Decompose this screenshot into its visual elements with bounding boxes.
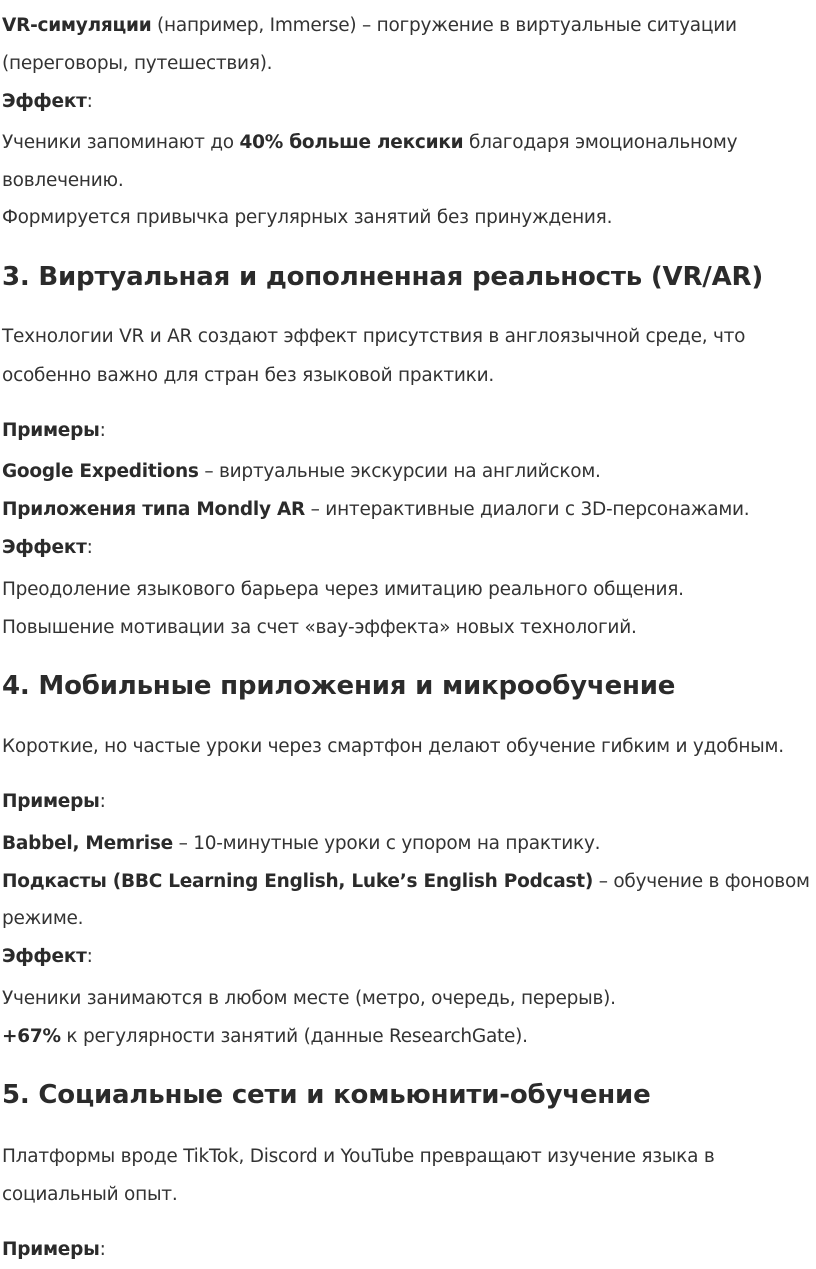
- stat-67-percent: +67%: [2, 1026, 61, 1047]
- effect-item-anywhere: Ученики занимаются в любом месте (метро, очередь, перерыв).: [2, 988, 616, 1009]
- example-google-expeditions: Google Expeditions – виртуальные экскурсии на английском.: [2, 461, 601, 482]
- vr-ar-paragraph-line2: особенно важно для стран без языковой практики.: [2, 365, 494, 386]
- section-heading-social: 5. Социальные сети и комьюнити-обучение: [2, 1080, 651, 1110]
- effect-label-vr-ar: Эффект:: [2, 537, 93, 558]
- effect-item-barrier: Преодоление языкового барьера через имитацию реального общения.: [2, 579, 684, 600]
- effect-label-mobile: Эффект:: [2, 946, 93, 967]
- example-podcasts-cont: режиме.: [2, 908, 84, 929]
- example-babbel-memrise: Babbel, Memrise – 10-минутные уроки с упором на практику.: [2, 833, 601, 854]
- mobile-paragraph: Короткие, но частые уроки через смартфон делают обучение гибким и удобным.: [2, 736, 784, 757]
- effect-item-vocabulary-cont: вовлечению.: [2, 170, 124, 191]
- effect-item-vocabulary: Ученики запоминают до 40% больше лексики благодаря эмоциональному: [2, 132, 738, 153]
- vr-ar-paragraph-line1: Технологии VR и AR создают эффект присутствия в англоязычной среде, что: [2, 326, 746, 347]
- examples-label-vr-ar: Примеры:: [2, 420, 106, 441]
- section-heading-mobile: 4. Мобильные приложения и микрообучение: [2, 671, 676, 701]
- examples-label-social: Примеры:: [2, 1239, 106, 1260]
- section-heading-vr-ar: 3. Виртуальная и дополненная реальность (VR/AR): [2, 262, 764, 292]
- social-paragraph-line1: Платформы вроде TikTok, Discord и YouTube превращают изучение языка в: [2, 1146, 715, 1167]
- term-vr-simulations: VR-симуляции: [2, 15, 152, 36]
- effect-label-1: Эффект:: [2, 91, 93, 112]
- vr-simulations-item: [2, 14, 812, 38]
- effect-item-motivation: Повышение мотивации за счет «вау-эффекта» новых технологий.: [2, 617, 637, 638]
- stat-40-percent: 40% больше лексики: [239, 132, 464, 153]
- effect-item-regularity: +67% к регулярности занятий (данные ResearchGate).: [2, 1026, 528, 1047]
- effect-item-habit: Формируется привычка регулярных занятий без принуждения.: [2, 207, 613, 228]
- vr-simulations-description: (например, Immerse) – погружение в виртуальные ситуации: [151, 15, 737, 36]
- vr-simulations-item-cont: (переговоры, путешествия).: [2, 53, 273, 74]
- example-mondly-ar: Приложения типа Mondly AR – интерактивные диалоги с 3D-персонажами.: [2, 499, 750, 520]
- example-podcasts: Подкасты (BBC Learning English, Luke’s English Podcast) – обучение в фоновом: [2, 871, 810, 892]
- examples-label-mobile: Примеры:: [2, 791, 106, 812]
- social-paragraph-line2: социальный опыт.: [2, 1184, 178, 1205]
